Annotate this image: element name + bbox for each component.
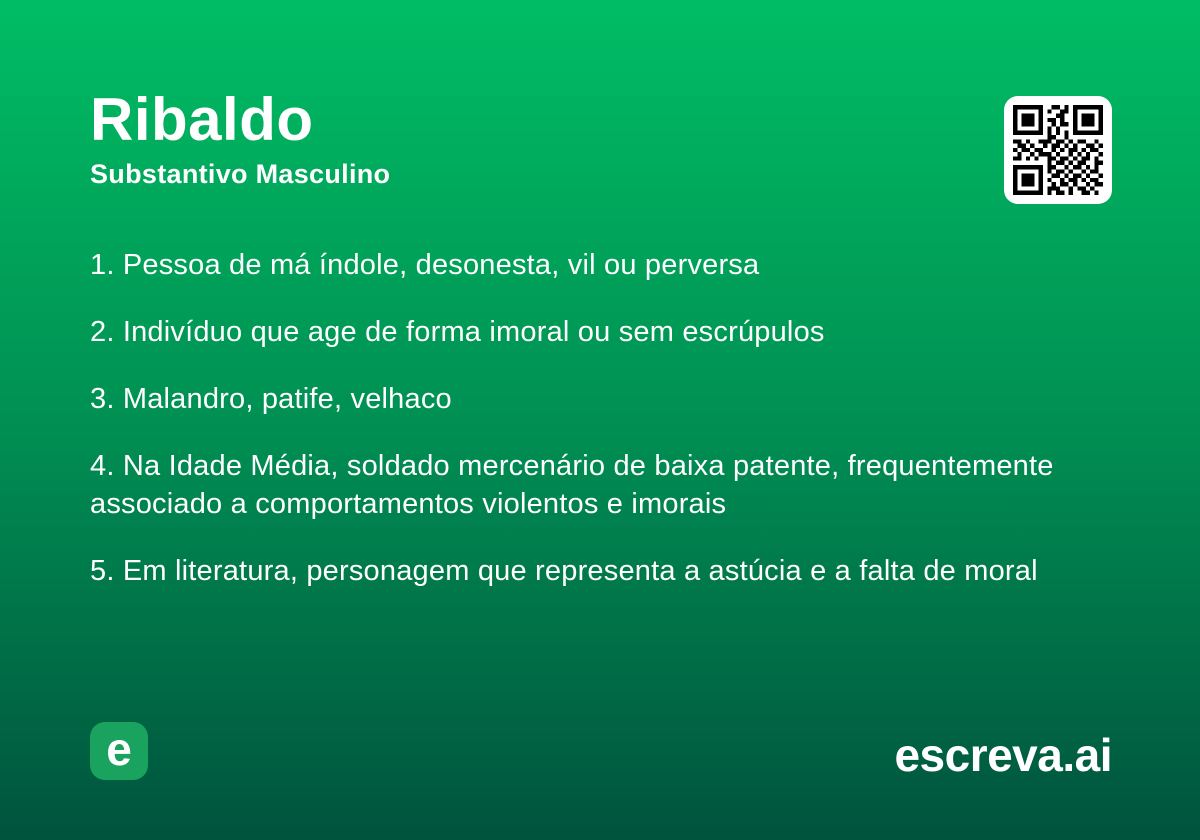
card-content (90, 0, 1115, 619)
definition-item: 5. Em literatura, personagem que representa a astúcia e a falta de moral (90, 555, 1038, 587)
definition-item: 3. Malandro, patife, velhaco (90, 383, 452, 415)
qr-code-icon (1013, 105, 1103, 195)
definition-item: 1. Pessoa de má índole, desonesta, vil ou perversa (90, 249, 760, 281)
word-class-subtitle: Substantivo Masculino (90, 159, 391, 189)
definition-item: 4. Na Idade Média, soldado mercenário de baixa patente, frequentemente associado a comportamentos violentos e imorais (90, 450, 1054, 520)
word-title: Ribaldo (90, 86, 314, 153)
brand-wordmark: escreva.ai (894, 729, 1112, 781)
qr-code (1004, 96, 1112, 204)
definition-item: 2. Indivíduo que age de forma imoral ou sem escrúpulos (90, 316, 825, 348)
brand-logo (90, 722, 148, 780)
definitions-list (90, 246, 1115, 590)
brand-logo-letter: e (106, 723, 132, 775)
